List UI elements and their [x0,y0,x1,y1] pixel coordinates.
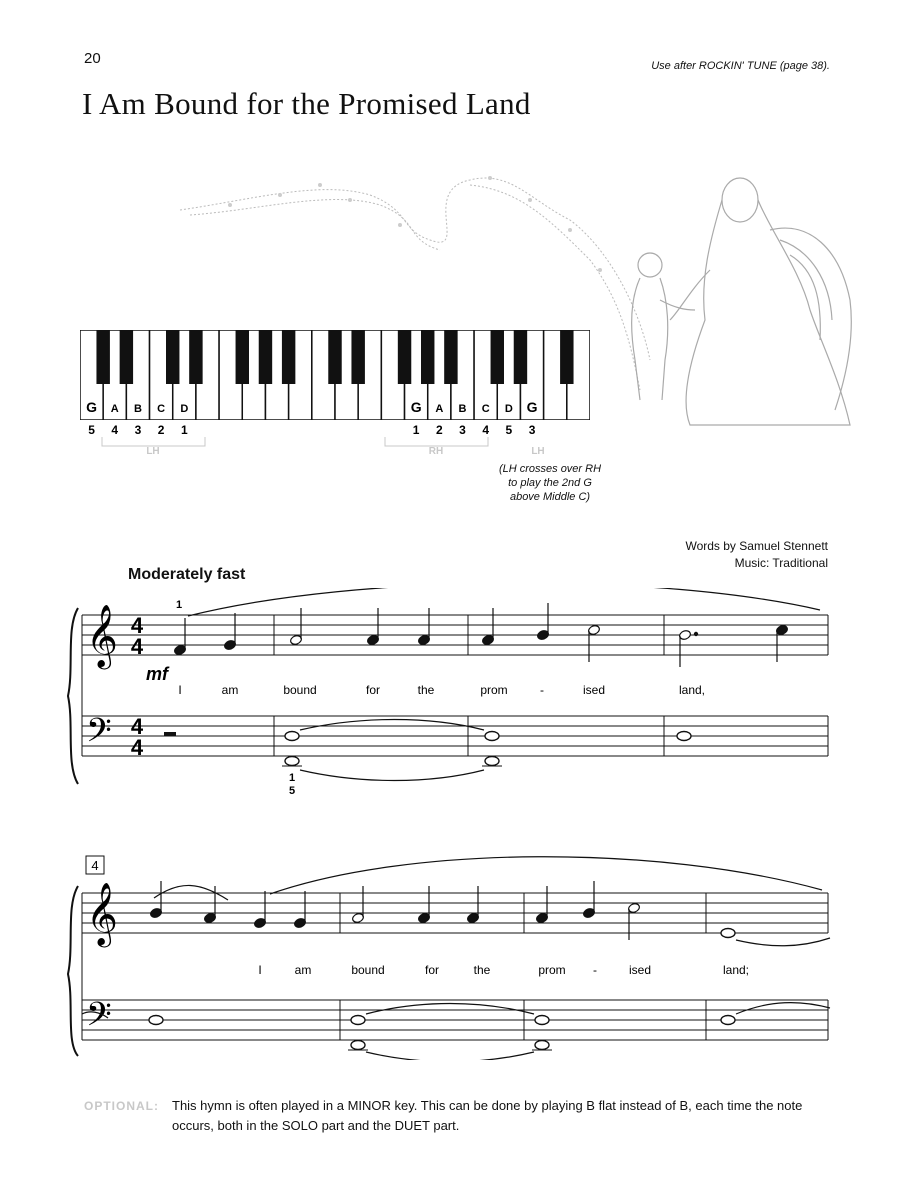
lyric: I [258,963,262,977]
finger-number: 5 [505,423,513,437]
keyboard-fingering [80,420,590,460]
key-label: A [110,403,119,415]
lyric: for [424,963,440,977]
piano-keyboard [80,330,590,420]
bass-staff [82,1000,828,1040]
time-sig-bottom-bass: 4 [130,735,144,760]
lyric: - [593,963,597,977]
lyric: prom [538,963,566,977]
time-sig-top-bass: 4 [130,714,144,739]
finger-number: 3 [459,423,466,437]
lyric: ised [582,683,606,697]
key-label: D [180,403,189,415]
finger-number: 4 [482,423,490,437]
lyric: am [294,963,312,977]
black-key [351,330,364,384]
lyric: ised [628,963,652,977]
half-rest [164,732,176,736]
key-label: A [435,403,444,415]
grand-staff-brace [68,886,78,1056]
time-sig-bottom-treble: 4 [130,634,144,659]
key-label: G [410,399,422,415]
finger-number: 3 [134,423,142,437]
lyric: land, [678,683,706,697]
lyric: the [473,963,491,977]
lh-tag-second: LH [531,446,545,457]
dynamic-mf: mf [146,664,168,684]
black-key [189,330,202,384]
rh-tag: RH [428,446,444,457]
page-title: I Am Bound for the Promised Land [82,86,531,121]
lyric: am [221,683,239,697]
black-key [282,330,295,384]
lyric: for [365,683,381,697]
bass-staff [82,716,828,756]
black-key [166,330,179,384]
bass-fingering-2: 5 [288,785,296,797]
key-label: C [157,403,166,415]
key-label: G [86,399,98,415]
lh-note-line-2: to play the 2nd G [508,477,592,489]
lh-note-line-1: (LH crosses over RH [498,463,602,475]
black-key [421,330,434,384]
treble-staff [82,893,828,933]
tempo-marking: Moderately fast [128,566,246,583]
black-key [120,330,133,384]
black-key [514,330,527,384]
lh-crossover-note [470,462,630,504]
black-key [236,330,249,384]
lyric: I [178,683,182,697]
credits [685,538,828,572]
lyric: prom [480,683,508,697]
optional-label: OPTIONAL: [84,1099,159,1113]
key-label: B [458,403,467,415]
measure-number: 4 [91,858,99,873]
bass-fingering-1: 1 [288,772,296,784]
black-key [259,330,272,384]
finger-number: 1 [180,423,188,437]
use-after-note: Use after ROCKIN' TUNE (page 38). [651,60,830,72]
treble-clef: 𝄞 [86,884,118,944]
finger-number: 3 [528,423,536,437]
music-credit: Music: Traditional [734,556,828,570]
lyric: land; [722,963,750,977]
black-key [96,330,109,384]
black-key [444,330,457,384]
lyric: bound [283,683,317,697]
words-credit: Words by Samuel Stennett [685,539,828,553]
black-key [328,330,341,384]
finger-number: 5 [88,423,95,437]
black-key [398,330,411,384]
black-key [560,330,573,384]
score-system-1 [60,588,850,808]
grand-staff-brace [68,608,78,784]
bass-clef: 𝄢 [86,997,112,1041]
key-label: D [504,403,513,415]
black-key [491,330,504,384]
lyric: bound [351,963,385,977]
finger-number: 4 [111,423,119,437]
lyric: - [540,683,544,697]
score-system-2 [60,850,850,1060]
key-label: B [133,403,142,415]
key-label: C [481,403,490,415]
finger-number: 2 [435,423,443,437]
black-keys [96,330,573,384]
finger-number: 2 [157,423,165,437]
lyric: the [417,683,435,697]
bass-clef: 𝄢 [86,713,112,757]
finger-number: 1 [412,423,420,437]
key-label: G [526,399,538,415]
page-number: 20 [84,50,101,67]
optional-text: This hymn is often played in a MINOR key. This can be done by playing B flat instead of B, each time the note occurs, both in the SOLO part and the DUET part. [172,1098,803,1133]
treble-staff [82,615,828,655]
lh-note-line-3: above Middle C) [509,491,591,503]
time-sig-top-treble: 4 [130,613,144,638]
rh-fingering: 1 [175,599,183,611]
treble-clef: 𝄞 [86,606,118,666]
lh-tag: LH [146,446,160,457]
